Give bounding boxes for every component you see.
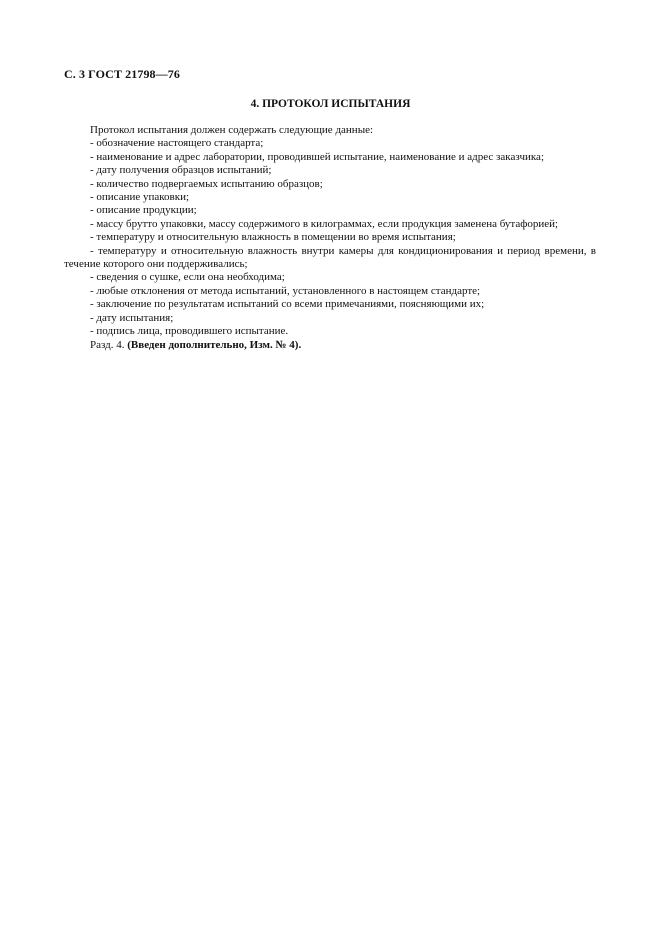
list-item: - описание продукции; [90,204,197,217]
amendment-note-bold: (Введен дополнительно, Изм. № 4). [127,338,302,351]
section-title: 4. ПРОТОКОЛ ИСПЫТАНИЯ [250,98,411,110]
intro-paragraph: Протокол испытания должен содержать следующие данные: [90,124,374,136]
section-body [64,124,596,352]
list-item: - любые отклонения от метода испытаний, установленного в настоящем стандарте; [90,284,481,297]
list-item: - описание упаковки; [90,191,190,204]
list-item: - подпись лица, проводившего испытание. [90,325,289,338]
list-item: - массу брутто упаковки, массу содержимого в килограммах, если продукция заменена бутафорией; [90,217,559,230]
list-item: - дату получения образцов испытаний; [90,164,272,177]
list-item: - температуру и относительную влажность в помещении во время испытания; [90,231,456,244]
list-item: - наименование и адрес лаборатории, проводившей испытание, наименование и адрес заказчика; [90,150,544,163]
page-header: С. 3 ГОСТ 21798—76 [64,67,180,81]
amendment-note-prefix: Разд. 4. [90,338,128,351]
list-item: - обозначение настоящего стандарта; [90,137,264,150]
amendment-note [64,339,596,352]
list-item: - количество подвергаемых испытанию образцов; [90,177,323,190]
list-item: - заключение по результатам испытаний со всеми примечаниями, поясняющими их; [90,298,485,311]
list-item: - дату испытания; [90,311,174,324]
list-item: - сведения о сушке, если она необходима; [90,271,285,284]
list-item: - температуру и относительную влажность внутри камеры для кондиционирования и период времени, в течение которого они поддерживались; [64,244,596,271]
